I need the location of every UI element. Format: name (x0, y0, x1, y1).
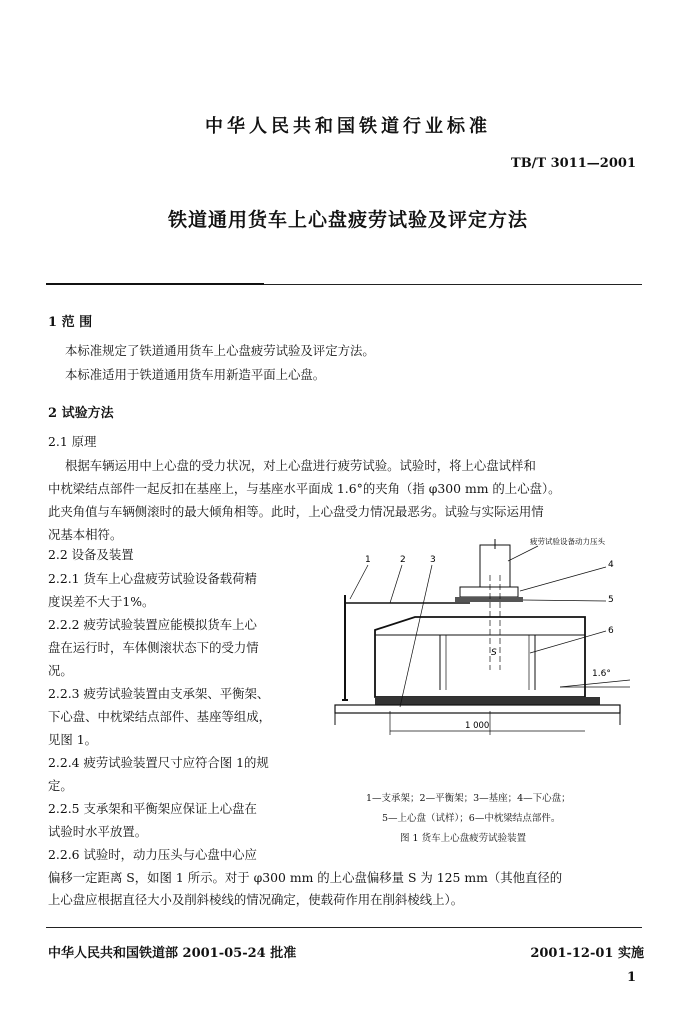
section-2-heading: 2 试验方法 (48, 406, 114, 421)
clause-line: 2.2.2 疲劳试验装置应能模拟货车上心 (48, 617, 257, 632)
callout-3: 3 (430, 555, 436, 565)
base (335, 705, 620, 713)
callout-2: 2 (400, 555, 406, 565)
section-2-1-line: 中枕梁结点部件一起反扣在基座上，与基座水平面成 1.6°的夹角（指 φ300 mm 的上心盘）。 (48, 481, 561, 496)
clause-line: 下心盘、中枕梁结点部件、基座等组成， (48, 709, 272, 724)
section-2-2-heading: 2.2 设备及装置 (48, 547, 134, 562)
clause-line: 试验时水平放置。 (48, 824, 148, 839)
section-2-1-line: 况基本相符。 (48, 527, 123, 542)
figure-legend-line: 1—支承架；2—平衡架；3—基座；4—下心盘； (366, 793, 571, 804)
clause-line: 2.2.1 货车上心盘疲劳试验设备载荷精 (48, 571, 257, 586)
actuator-head (480, 545, 510, 587)
section-2-1-heading: 2.1 原理 (48, 434, 97, 449)
approval-note: 中华人民共和国铁道部 2001-05-24 批准 (48, 946, 297, 961)
section-2-1-line: 根据车辆运用中上心盘的受力状况，对上心盘进行疲劳试验。试验时，将上心盘试样和 (65, 458, 536, 473)
clause-line: 见图 1。 (48, 732, 97, 747)
clause-line: 偏移一定距离 S，如图 1 所示。对于 φ300 mm 的上心盘偏移量 S 为 125 mm（其他直径的 (48, 870, 563, 885)
figure-1-test-rig (330, 535, 645, 750)
lower-center-plate (460, 587, 518, 597)
base-plate (375, 697, 600, 705)
callout-5: 5 (608, 595, 614, 605)
dimension-label: 1 000 (465, 721, 490, 731)
document-title: 铁道通用货车上心盘疲劳试验及评定方法 (167, 209, 528, 231)
clause-line: 度误差不大于1%。 (48, 594, 155, 609)
title-divider-accent (46, 283, 264, 285)
figure-label-actuator: 疲劳试验设备动力压头 (530, 537, 605, 546)
clause-line: 盘在运行时，车体侧滚状态下的受力情 (48, 640, 259, 655)
bolster-assembly (375, 617, 585, 697)
figure-caption: 图 1 货车上心盘疲劳试验装置 (400, 833, 527, 844)
clause-line: 况。 (48, 663, 73, 678)
clause-line: 2.2.3 疲劳试验装置由支承架、平衡架、 (48, 686, 270, 701)
section-1-line: 本标准适用于铁道通用货车用新造平面上心盘。 (65, 367, 326, 382)
section-1-line: 本标准规定了铁道通用货车上心盘疲劳试验及评定方法。 (65, 343, 375, 358)
effective-date: 2001-12-01 实施 (530, 946, 644, 961)
standard-code: TB/T 3011—2001 (511, 156, 636, 171)
callout-6: 6 (608, 626, 614, 636)
figure-legend-line: 5—上心盘（试样）；6—中枕梁结点部件。 (382, 813, 561, 824)
clause-line: 上心盘应根据直径大小及削斜棱线的情况确定，使载荷作用在削斜棱线上）。 (48, 892, 464, 907)
upper-center-plate (455, 597, 523, 602)
page-number: 1 (626, 970, 636, 985)
offset-s-label: S (491, 648, 497, 658)
footer-divider (46, 927, 642, 928)
section-1-heading: 1 范 围 (48, 315, 93, 330)
clause-line: 2.2.6 试验时，动力压头与心盘中心应 (48, 847, 257, 862)
clause-line: 定。 (48, 778, 73, 793)
callout-1: 1 (365, 555, 371, 565)
angle-label: 1.6° (592, 669, 611, 679)
callout-4: 4 (608, 560, 614, 570)
standard-title: 中华人民共和国铁道行业标准 (205, 116, 491, 137)
section-2-1-line: 此夹角值与车辆侧滚时的最大倾角相等。此时，上心盘受力情况最恶劣。试验与实际运用情 (48, 504, 544, 519)
clause-line: 2.2.4 疲劳试验装置尺寸应符合图 1的规 (48, 755, 269, 770)
clause-line: 2.2.5 支承架和平衡架应保证上心盘在 (48, 801, 257, 816)
